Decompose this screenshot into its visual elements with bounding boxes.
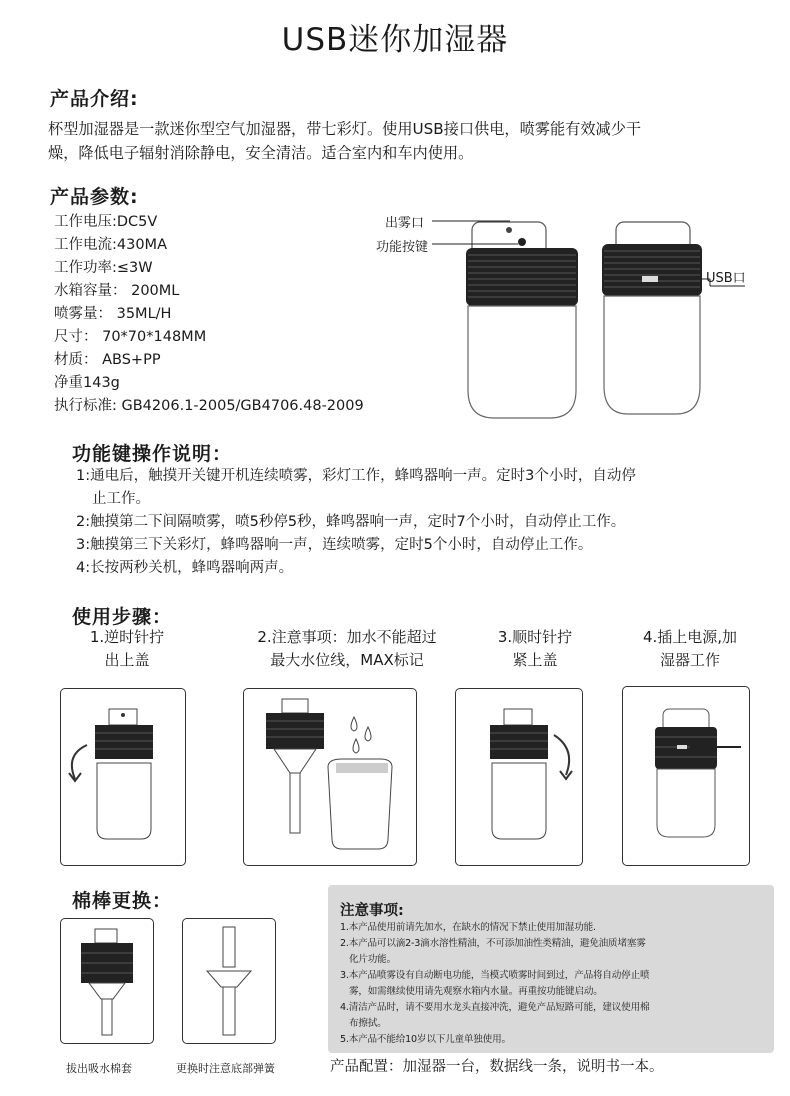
param-item: 工作功率:≤3W <box>54 260 153 276</box>
note-line: 化片功能。 <box>349 954 396 965</box>
product-diagram <box>370 200 770 430</box>
usage-step-1-label: 1.逆时针拧 出上盖 <box>89 628 165 669</box>
mist-outlet-label: 出雾口 <box>385 216 425 231</box>
param-item: 尺寸： 70*70*148MM <box>54 329 207 345</box>
wick-step-2-illustration <box>182 918 276 1044</box>
usage-step-2-label: 2.注意事项：加水不能超过 最大水位线，MAX标记 <box>257 628 437 669</box>
intro-heading: 产品介绍: <box>50 88 139 110</box>
function-button-label: 功能按键 <box>376 240 429 255</box>
function-line: 1:通电后，触摸开关键开机连续喷雾，彩灯工作，蜂鸣器响一声。定时3个小时，自动停 <box>76 468 636 484</box>
note-line: 布擦拭。 <box>349 1018 387 1029</box>
note-line: 3.本产品喷雾设有自动断电功能，当模式喷雾时间到过，产品将自动停止喷 <box>340 970 650 981</box>
wick-step-1-illustration <box>60 918 154 1044</box>
param-item: 喷雾量： 35ML/H <box>54 306 172 322</box>
function-line: 3:触摸第三下关彩灯，蜂鸣器响一声，连续喷雾，定时5个小时，自动停止工作。 <box>76 537 593 553</box>
note-line: 4.清洁产品时，请不要用水龙头直接冲洗，避免产品短路可能，建议使用棉 <box>340 1002 650 1013</box>
package-contents: 产品配置：加湿器一台，数据线一条，说明书一本。 <box>330 1059 664 1075</box>
function-heading: 功能键操作说明： <box>72 443 233 465</box>
param-item: 水箱容量： 200ML <box>54 283 180 299</box>
humidifier-back-illustration <box>602 222 702 414</box>
notes-heading: 注意事项: <box>340 903 404 919</box>
note-line: 雾，如需继续使用请先观察水箱内水量。再重按功能键启动。 <box>349 986 603 997</box>
note-line: 2.本产品可以滴2-3滴水溶性精油，不可添加油性类精油，避免油质堵塞雾 <box>340 938 646 949</box>
note-line: 5.本产品不能给10岁以下儿童单独使用。 <box>340 1034 511 1045</box>
humidifier-front-illustration <box>466 222 578 418</box>
note-line: 1.本产品使用前请先加水，在缺水的情况下禁止使用加湿功能. <box>340 922 596 933</box>
usage-step-1-illustration <box>60 688 186 866</box>
function-line: 2:触摸第二下间隔喷雾，喷5秒停5秒，蜂鸣器响一声，定时7个小时，自动停止工作。 <box>76 514 626 530</box>
param-item: 材质： ABS+PP <box>54 352 161 368</box>
usage-step-3-label: 3.顺时针拧 紧上盖 <box>497 628 573 669</box>
usb-port-label: USB口 <box>706 271 746 286</box>
param-item: 工作电压:DC5V <box>54 214 158 230</box>
function-line: 4:长按两秒关机，蜂鸣器响两声。 <box>76 560 294 576</box>
wick-caption-2: 更换时注意底部弹簧 <box>176 1062 275 1075</box>
param-item: 净重143g <box>54 375 120 391</box>
usage-step-4-label: 4.插上电源,加 湿器工作 <box>642 628 738 669</box>
param-item: 执行标准: GB4206.1-2005/GB4706.48-2009 <box>54 398 364 414</box>
intro-line: 燥，降低电子辐射消除静电，安全清洁。适合室内和车内使用。 <box>48 144 474 162</box>
usage-step-2-illustration <box>243 688 417 866</box>
usage-heading: 使用步骤： <box>72 606 173 628</box>
page-title: USB迷你加湿器 <box>281 22 509 58</box>
notes-box <box>328 885 774 1053</box>
wick-caption-1: 拔出吸水棉套 <box>66 1062 132 1075</box>
wick-heading: 棉棒更换： <box>72 890 173 912</box>
usage-step-4-illustration <box>622 686 750 866</box>
function-line: 止工作。 <box>92 491 150 507</box>
param-item: 工作电流:430MA <box>54 237 167 253</box>
params-heading: 产品参数: <box>50 186 139 208</box>
usage-step-3-illustration <box>455 688 583 866</box>
intro-line: 杯型加湿器是一款迷你型空气加湿器，带七彩灯。使用USB接口供电，喷雾能有效减少干 <box>48 120 642 138</box>
